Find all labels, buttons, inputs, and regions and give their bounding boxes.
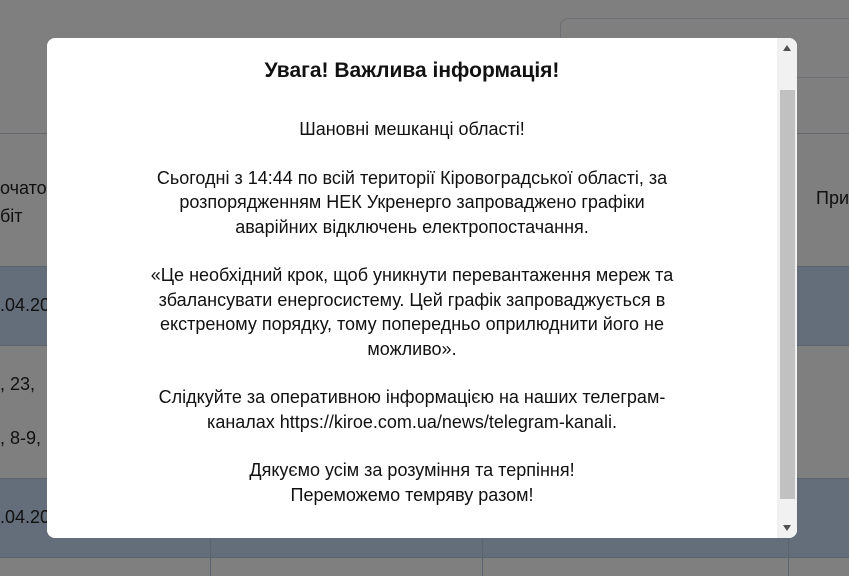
scroll-thumb[interactable]: [780, 90, 795, 499]
thanks-line: Дякуємо усім за розуміння та терпіння!: [249, 460, 575, 480]
modal-title: Увага! Важлива інформація!: [264, 59, 560, 82]
scroll-down-icon[interactable]: [777, 520, 797, 536]
closing-line: Переможемо темряву разом!: [290, 484, 534, 505]
announcement-paragraph: Сьогодні з 14:44 по всій території Кіровоградської області, за розпорядженням НЕК Укренерго запроваджено графіки аварійних відключень електропостачання.: [156, 167, 668, 237]
quote-paragraph: «Це необхідний крок, щоб уникнути перевантаження мереж та збалансувати енергосистему. Цей графік запроваджується в екстреному порядку, тому попередньо оприлюднити його не можливо».: [150, 265, 674, 359]
modal-scrollbar[interactable]: [777, 38, 797, 538]
announcement-modal: [47, 38, 797, 538]
telegram-paragraph: Слідкуйте за оперативною інформацією на наших телеграм-каналах https://kiroe.com.ua/news/telegram-kanali.: [158, 387, 666, 432]
greeting-text: Шановні мешканці області!: [299, 119, 525, 139]
scroll-up-icon[interactable]: [777, 40, 797, 56]
modal-body: [47, 38, 777, 538]
